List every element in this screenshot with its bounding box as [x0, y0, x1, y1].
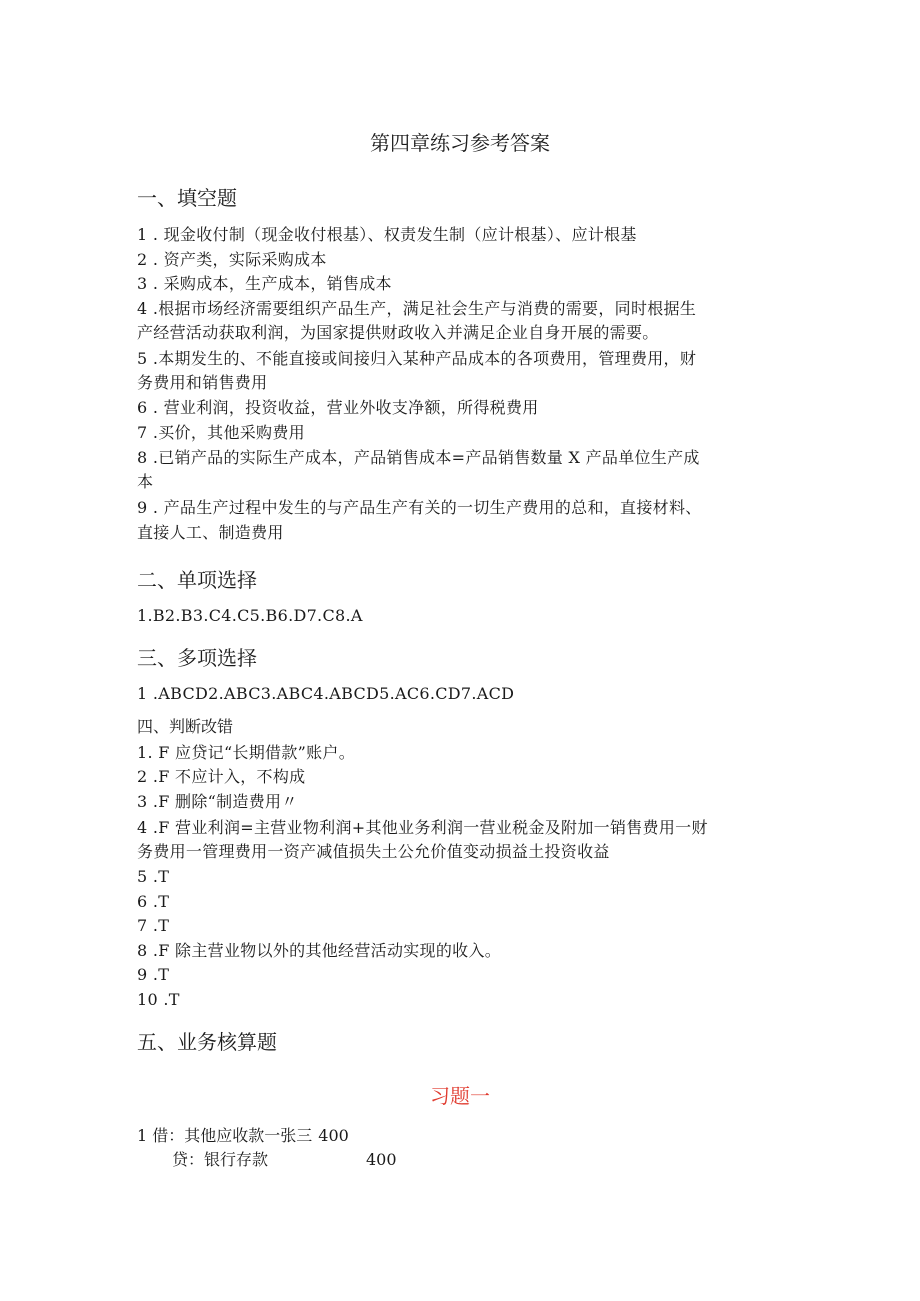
- text-line: 7 .买价，其他采购费用: [137, 423, 305, 442]
- text-line: 4 .F 营业利润=主营业物利润+其他业务利润一营业税金及附加一销售费用一财: [137, 818, 708, 837]
- journal-entry-debit: [137, 1124, 349, 1148]
- text-line: 本: [137, 472, 154, 491]
- single-choice-answers: 1.B2.B3.C4.C5.B6.D7.C8.A: [137, 606, 363, 625]
- entry-label: 贷：银行存款: [172, 1150, 269, 1169]
- entry-amount: 400: [318, 1126, 349, 1145]
- text-line: 5 .T: [137, 867, 170, 886]
- text-line: 3 .F 删除“制造费用〃: [137, 792, 298, 811]
- text-line: 产经营活动获取利润，为国家提供财政收入并满足企业自身开展的需要。: [137, 323, 659, 342]
- text-line: 7 .T: [137, 916, 170, 935]
- section-heading-single-choice: 二、单项选择: [137, 568, 257, 592]
- section-heading-fill-blank: 一、填空题: [137, 186, 237, 210]
- text-line: 10 .T: [137, 990, 180, 1009]
- text-line: 务费用和销售费用: [137, 373, 268, 392]
- text-line: 8 .F 除主营业物以外的其他经营活动实现的收入。: [137, 941, 502, 960]
- text-line: 2 .F 不应计入，不构成: [137, 767, 306, 786]
- text-line: 9 .T: [137, 965, 170, 984]
- text-line: 1. F 应贷记“长期借款”账户。: [137, 743, 355, 762]
- text-line: 5 .本期发生的、不能直接或间接归入某种产品成本的各项费用，管理费用，财: [137, 349, 697, 368]
- entry-label: 1 借：其他应收款一张三: [137, 1126, 313, 1145]
- text-line: 6 .T: [137, 892, 170, 911]
- text-line: 4 .根据市场经济需要组织产品生产，满足社会生产与消费的需要，同时根据生: [137, 299, 697, 318]
- section-heading-true-false: 四、判断改错: [137, 717, 234, 736]
- text-line: 务费用一管理费用一资产减值损失土公允价值变动损益土投资收益: [137, 842, 610, 861]
- text-line: 2 . 资产类，实际采购成本: [137, 250, 327, 269]
- journal-entry-credit: [172, 1148, 397, 1172]
- section-heading-multi-choice: 三、多项选择: [137, 646, 257, 670]
- entry-amount: 400: [366, 1150, 397, 1169]
- text-line: 1 . 现金收付制（现金收付根基）、权责发生制（应计根基）、应计根基: [137, 225, 637, 244]
- page-title: 第四章练习参考答案: [370, 131, 550, 155]
- text-line: 3 . 采购成本，生产成本，销售成本: [137, 274, 392, 293]
- text-line: 直接人工、制造费用: [137, 523, 284, 542]
- text-line: 8 .已销产品的实际生产成本，产品销售成本=产品销售数量 X 产品单位生产成: [137, 448, 700, 467]
- text-line: 6 . 营业利润，投资收益，营业外收支净额，所得税费用: [137, 398, 539, 417]
- exercise-title: 习题一: [430, 1084, 490, 1108]
- multi-choice-answers: 1 .ABCD2.ABC3.ABC4.ABCD5.AC6.CD7.ACD: [137, 684, 515, 703]
- section-heading-accounting: 五、业务核算题: [137, 1030, 277, 1054]
- text-line: 9 . 产品生产过程中发生的与产品生产有关的一切生产费用的总和，直接材料、: [137, 498, 702, 517]
